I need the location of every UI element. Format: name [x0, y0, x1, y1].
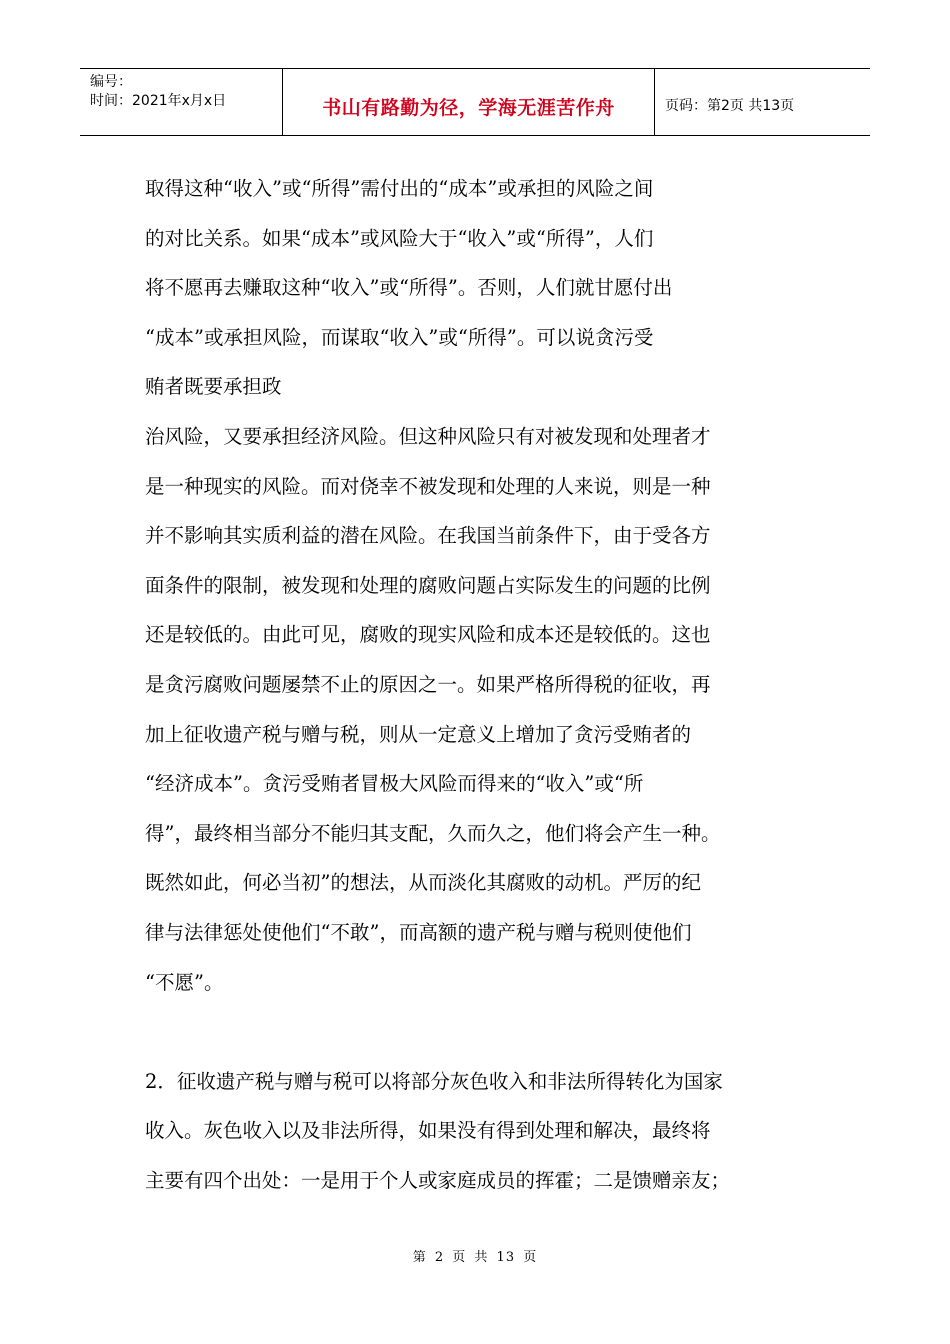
- text-line: 将不愿再去赚取这种“收入”或“所得”。否则，人们就甘愿付出: [145, 276, 673, 300]
- text-line: “经济成本”。贪污受贿者冒极大风险而得来的“收入”或“所: [145, 772, 644, 796]
- header-motto-cell: [283, 69, 655, 135]
- text-line: 主要有四个出处：一是用于个人或家庭成员的挥霍；二是馈赠亲友；: [145, 1168, 731, 1192]
- text-line: 是一种现实的风险。而对侥幸不被发现和处理的人来说，则是一种: [145, 474, 711, 498]
- text-line: 既然如此，何必当初”的想法，从而淡化其腐败的动机。严厉的纪: [145, 871, 701, 895]
- header-page-cell: [655, 69, 870, 135]
- text-line: 是贪污腐败问题屡禁不止的原因之一。如果严格所得税的征收，再: [145, 672, 711, 696]
- text-line: 2．征收遗产税与赠与税可以将部分灰色收入和非法所得转化为国家: [145, 1069, 723, 1093]
- text-line: 的对比关系。如果“成本”或风险大于“收入”或“所得”，人们: [145, 226, 654, 250]
- serial-label: 编号：: [90, 74, 132, 90]
- page-info: 页码：第2页 共13页: [665, 98, 795, 114]
- text-line: 治风险，又要承担经济风险。但这种风险只有对被发现和处理者才: [145, 424, 711, 448]
- header-left-cell: [80, 69, 283, 135]
- text-line: 得”，最终相当部分不能归其支配，久而久之，他们将会产生一种。: [145, 821, 721, 845]
- date-line: 时间：2021年x月x日: [90, 93, 227, 109]
- text-line: 还是较低的。由此可见，腐败的现实风险和成本还是较低的。这也: [145, 623, 711, 647]
- text-line: 取得这种“收入”或“所得”需付出的“成本”或承担的风险之间: [145, 177, 654, 200]
- text-line: “不愿”。: [145, 970, 224, 994]
- text-line: 律与法律惩处使他们“不敢”，而高额的遗产税与赠与税则使他们: [145, 920, 692, 944]
- text-line: 收入。灰色收入以及非法所得，如果没有得到处理和解决，最终将: [145, 1119, 711, 1143]
- paragraph-gap: [145, 1007, 810, 1057]
- motto-text: 书山有路勤为径，学海无涯苦作舟: [322, 96, 615, 119]
- text-line: 加上征收遗产税与赠与税，则从一定意义上增加了贪污受贿者的: [145, 722, 692, 746]
- page-footer: 第 2 页 共 13 页: [412, 1250, 538, 1265]
- text-line: 并不影响其实质利益的潜在风险。在我国当前条件下，由于受各方: [145, 524, 711, 548]
- document-body: [145, 164, 810, 1205]
- text-line: 面条件的限制，被发现和处理的腐败问题占实际发生的问题的比例: [145, 573, 711, 597]
- header-table: [80, 68, 870, 136]
- text-line: “成本”或承担风险，而谋取“收入”或“所得”。可以说贪污受: [145, 325, 654, 349]
- text-line: 贿者既要承担政: [145, 375, 282, 399]
